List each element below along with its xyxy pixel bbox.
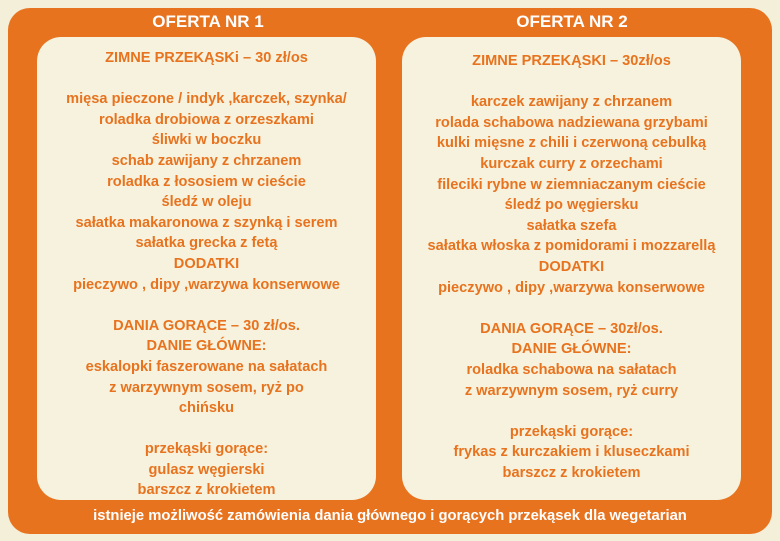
offer1-main-line: chińsku (178, 400, 235, 417)
offer2-hot-snacks-heading: przekąski gorące: (509, 423, 634, 440)
offer1-hot-snacks-heading: przekąski gorące: (144, 441, 269, 458)
offer1-cold-item: roladka drobiowa z orzeszkami (99, 111, 314, 128)
offer2-cold-item: rolada schabowa nadziewana grzybami (435, 114, 708, 131)
offer1-hot-snack: gulasz węgierski (148, 461, 265, 478)
offer1-hot-snack: barszcz z krokietem (137, 482, 276, 499)
offer1-cold-item: sałatka makaronowa z szynką i serem (75, 214, 338, 231)
offer1-cold-item: śliwki w boczku (151, 132, 262, 149)
offer2-cold-item: fileciki rybne w ziemniaczanym cieście (437, 176, 706, 193)
offer2-cold-item: śledź po węgiersku (504, 197, 639, 214)
offer1-extras: pieczywo , dipy ,warzywa konserwowe (73, 276, 340, 293)
offer2-main-line: z warzywnym sosem, ryż curry (464, 382, 679, 399)
offer2-hot-snack: barszcz z krokietem (502, 464, 641, 481)
offer1-cold-item: mięsa pieczone / indyk ,karczek, szynka/ (66, 91, 347, 108)
offer1-cold-item: sałatka grecka z fetą (135, 235, 278, 252)
offer1-menu (37, 48, 376, 501)
offer2-cold-item: kurczak curry z orzechami (480, 155, 663, 172)
offer2-cold-item: sałatka włoska z pomidorami i mozzarellą (427, 238, 716, 255)
offer2-main-heading: DANIE GŁÓWNE: (511, 341, 632, 358)
offer2-cold-item: kulki mięsne z chili i czerwoną cebulką (436, 135, 707, 152)
offer2-extras-heading: DODATKI (538, 258, 605, 275)
offer2-title: OFERTA NR 2 (516, 12, 628, 31)
offer2-extras: pieczywo , dipy ,warzywa konserwowe (438, 279, 705, 296)
offer1-cold-item: schab zawijany z chrzanem (111, 152, 302, 169)
offer1-extras-heading: DODATKI (173, 255, 240, 272)
offer1-cold-item: śledź w oleju (161, 194, 252, 211)
vegetarian-note: istnieje możliwość zamówienia dania głównego i gorących przekąsek dla wegetarian (93, 508, 687, 524)
offer2-cold-heading: ZIMNE PRZEKĄSKI – 30zł/os (472, 53, 671, 69)
offer1-main-line: z warzywnym sosem, ryż po (109, 379, 304, 396)
offer1-hot-heading: DANIA GORĄCE – 30 zł/os. (113, 317, 300, 334)
offer2-cold-item: sałatka szefa (526, 217, 617, 234)
offer2-main-line: roladka schabowa na sałatach (466, 361, 677, 378)
offer2-menu (402, 51, 741, 483)
offer2-cold-item: karczek zawijany z chrzanem (470, 94, 673, 111)
offer1-title: OFERTA NR 1 (152, 12, 264, 31)
offer2-hot-snack: frykas z kurczakiem i kluseczkami (453, 444, 690, 461)
offer1-main-line: eskalopki faszerowane na sałatach (85, 358, 328, 375)
offer2-hot-heading: DANIA GORĄCE – 30zł/os. (480, 320, 663, 337)
offer1-cold-heading: ZIMNE PRZEKĄSKi – 30 zł/os (105, 50, 308, 66)
offer1-cold-item: roladka z łososiem w cieście (107, 173, 306, 190)
offer1-main-heading: DANIE GŁÓWNE: (146, 338, 267, 355)
